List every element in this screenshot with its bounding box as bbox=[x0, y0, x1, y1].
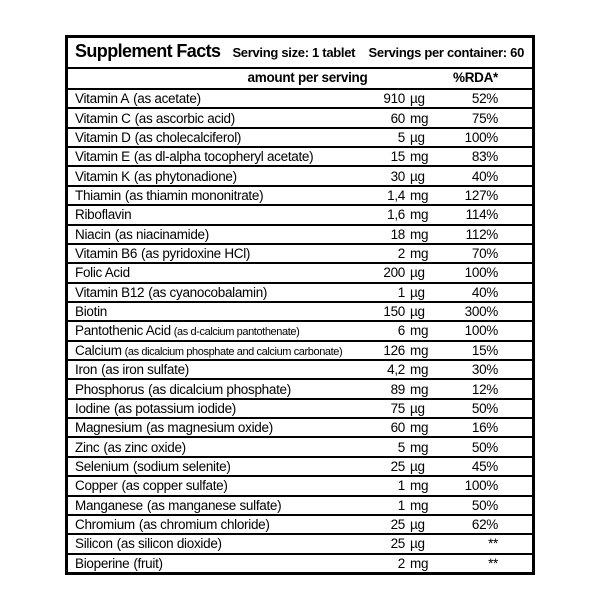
table-row bbox=[68, 400, 532, 419]
rda-value: 100% bbox=[464, 265, 498, 281]
rda-value: ** bbox=[488, 536, 498, 552]
amount-value: 1 bbox=[397, 478, 405, 494]
nutrient-name: Thiamin bbox=[75, 187, 121, 203]
nutrient-name: Vitamin C bbox=[75, 110, 131, 126]
rda-value: 300% bbox=[464, 304, 498, 320]
amount-unit: µg bbox=[410, 304, 425, 320]
nutrient-note: (as thiamin mononitrate) bbox=[124, 187, 264, 203]
nutrient-name: Phosphorus bbox=[75, 381, 145, 397]
nutrient-name: Vitamin D bbox=[75, 129, 131, 145]
nutrient-name: Vitamin B12 bbox=[75, 284, 145, 300]
column-header-row bbox=[68, 69, 532, 90]
table-row bbox=[68, 477, 532, 496]
table-row bbox=[68, 187, 532, 206]
amount-value: 1,6 bbox=[387, 207, 405, 223]
nutrient-name-cell bbox=[75, 91, 357, 106]
rda-value: 40% bbox=[471, 284, 498, 300]
nutrient-name: Pantothenic Acid bbox=[75, 323, 171, 339]
amount-unit: mg bbox=[410, 110, 429, 126]
column-header-rda: %RDA* bbox=[452, 70, 498, 85]
nutrient-note: (as d-calcium pantothenate) bbox=[173, 326, 300, 339]
table-row bbox=[68, 129, 532, 148]
nutrient-name-cell bbox=[75, 382, 357, 397]
nutrient-name-cell bbox=[75, 517, 357, 532]
table-row bbox=[68, 458, 532, 477]
nutrient-name-cell bbox=[75, 343, 357, 358]
amount-value: 60 bbox=[390, 110, 405, 126]
amount-value: 6 bbox=[397, 323, 405, 339]
serving-size-text: Serving size: 1 tablet bbox=[232, 45, 356, 60]
amount-unit: mg bbox=[410, 439, 429, 455]
nutrient-name: Selenium bbox=[75, 459, 129, 474]
amount-unit: mg bbox=[410, 149, 429, 165]
rda-value: 50% bbox=[471, 439, 498, 455]
amount-unit: µg bbox=[410, 284, 425, 300]
nutrient-name-cell bbox=[75, 227, 357, 242]
nutrient-note: (fruit) bbox=[133, 555, 163, 571]
nutrient-name: Vitamin B6 bbox=[75, 246, 138, 262]
nutrient-name-cell bbox=[75, 285, 357, 300]
nutrient-name-cell bbox=[75, 246, 357, 261]
nutrient-name: Vitamin K bbox=[75, 168, 130, 184]
amount-unit: µg bbox=[410, 265, 425, 281]
rda-value: 52% bbox=[471, 91, 498, 107]
amount-unit: mg bbox=[410, 362, 429, 378]
nutrient-name-cell bbox=[75, 478, 357, 493]
rows bbox=[68, 90, 532, 572]
nutrient-name-cell bbox=[75, 498, 357, 513]
amount-value: 200 bbox=[383, 265, 405, 281]
amount-value: 4,2 bbox=[387, 362, 405, 378]
nutrient-name-cell bbox=[75, 188, 357, 203]
nutrient-name-cell bbox=[75, 169, 357, 184]
nutrient-note: (as cyanocobalamin) bbox=[148, 284, 268, 300]
nutrient-name-cell bbox=[75, 323, 357, 338]
nutrient-name: Biotin bbox=[75, 304, 107, 320]
table-row bbox=[68, 555, 532, 572]
amount-unit: µg bbox=[410, 459, 425, 474]
amount-value: 150 bbox=[383, 304, 405, 320]
rda-value: 100% bbox=[464, 129, 498, 145]
label-header bbox=[68, 38, 532, 69]
nutrient-name: Niacin bbox=[75, 226, 111, 242]
amount-unit: mg bbox=[410, 187, 429, 203]
rda-value: 45% bbox=[471, 459, 498, 474]
nutrient-note: (as zinc oxide) bbox=[103, 439, 186, 455]
amount-value: 75 bbox=[390, 400, 405, 416]
amount-unit: mg bbox=[410, 323, 429, 339]
amount-unit: µg bbox=[410, 536, 425, 552]
nutrient-note: (as potassium iodide) bbox=[113, 400, 236, 416]
table-row bbox=[68, 167, 532, 186]
nutrient-name: Vitamin A bbox=[75, 91, 130, 107]
rda-value: 30% bbox=[471, 362, 498, 378]
nutrient-note: (as niacinamide) bbox=[114, 226, 209, 242]
nutrient-note: (as magnesium oxide) bbox=[146, 420, 273, 436]
nutrient-name: Iron bbox=[75, 362, 98, 378]
table-row bbox=[68, 148, 532, 167]
nutrient-name-cell bbox=[75, 265, 357, 280]
nutrient-name-cell bbox=[75, 149, 357, 164]
table-row bbox=[68, 419, 532, 438]
nutrient-name-cell bbox=[75, 207, 357, 222]
nutrient-name: Copper bbox=[75, 478, 118, 494]
nutrient-name-cell bbox=[75, 420, 357, 435]
table-row bbox=[68, 361, 532, 380]
amount-value: 5 bbox=[397, 129, 405, 145]
nutrient-name: Bioperine bbox=[75, 555, 130, 571]
table-row bbox=[68, 516, 532, 535]
rda-value: 127% bbox=[464, 187, 498, 203]
nutrient-name-cell bbox=[75, 459, 357, 474]
amount-unit: mg bbox=[410, 381, 429, 397]
rda-value: 100% bbox=[464, 323, 498, 339]
amount-value: 15 bbox=[390, 149, 405, 165]
amount-unit: mg bbox=[410, 555, 429, 571]
amount-unit: µg bbox=[410, 400, 425, 416]
rda-value: 40% bbox=[471, 168, 498, 184]
rda-value: 12% bbox=[471, 381, 498, 397]
amount-value: 1,4 bbox=[387, 187, 405, 203]
table-row bbox=[68, 342, 532, 361]
nutrient-name-cell bbox=[75, 130, 357, 145]
amount-unit: µg bbox=[410, 168, 425, 184]
rda-value: 70% bbox=[471, 246, 498, 262]
rda-value: 100% bbox=[464, 478, 498, 494]
nutrient-name: Chromium bbox=[75, 517, 135, 533]
label-title: Supplement Facts bbox=[75, 41, 221, 61]
table-row bbox=[68, 438, 532, 457]
nutrient-name: Vitamin E bbox=[75, 149, 130, 165]
amount-value: 89 bbox=[390, 381, 405, 397]
rda-value: 15% bbox=[471, 342, 498, 358]
rda-value: 50% bbox=[471, 497, 498, 513]
rda-value: 114% bbox=[465, 207, 498, 223]
nutrient-name: Zinc bbox=[75, 439, 100, 455]
nutrient-note: (as dl-alpha tocopheryl acetate) bbox=[133, 149, 314, 165]
amount-value: 60 bbox=[390, 420, 405, 436]
rda-value: 112% bbox=[465, 226, 498, 242]
rda-value: ** bbox=[488, 555, 498, 571]
servings-per-container-text: Servings per container: 60 bbox=[368, 45, 524, 60]
nutrient-name: Calcium bbox=[75, 342, 122, 358]
amount-unit: mg bbox=[410, 497, 429, 513]
amount-value: 910 bbox=[383, 91, 405, 107]
nutrient-name: Silicon bbox=[75, 536, 113, 552]
table-row bbox=[68, 303, 532, 322]
table-row bbox=[68, 322, 532, 341]
amount-value: 2 bbox=[397, 246, 405, 262]
nutrient-note: (as manganese sulfate) bbox=[146, 497, 282, 513]
nutrient-note: (as iron sulfate) bbox=[101, 362, 189, 378]
nutrient-name-cell bbox=[75, 362, 357, 377]
table-row bbox=[68, 380, 532, 399]
table-row bbox=[68, 497, 532, 516]
nutrient-note: (sodium selenite) bbox=[132, 459, 231, 474]
nutrient-name-cell bbox=[75, 111, 357, 126]
amount-value: 126 bbox=[383, 342, 405, 358]
nutrient-note: (as ascorbic acid) bbox=[134, 110, 235, 126]
table-row bbox=[68, 245, 532, 264]
amount-unit: mg bbox=[410, 342, 429, 358]
nutrient-name: Magnesium bbox=[75, 420, 143, 436]
nutrient-name: Manganese bbox=[75, 497, 143, 513]
nutrient-name-cell bbox=[75, 440, 357, 455]
nutrient-name-cell bbox=[75, 401, 357, 416]
amount-unit: mg bbox=[410, 478, 429, 494]
table-row bbox=[68, 535, 532, 554]
nutrient-note: (as acetate) bbox=[133, 91, 201, 107]
nutrient-note: (as copper sulfate) bbox=[121, 478, 228, 494]
column-header-amount: amount per serving bbox=[247, 70, 368, 85]
nutrient-name-cell bbox=[75, 556, 357, 571]
rda-value: 75% bbox=[471, 110, 498, 126]
table-row bbox=[68, 206, 532, 225]
nutrient-note: (as cholecalciferol) bbox=[134, 129, 242, 145]
rda-value: 62% bbox=[471, 517, 498, 533]
table-row bbox=[68, 109, 532, 128]
amount-unit: mg bbox=[410, 420, 429, 436]
table-row bbox=[68, 264, 532, 283]
amount-value: 25 bbox=[390, 459, 405, 474]
table-row bbox=[68, 90, 532, 109]
amount-unit: mg bbox=[410, 246, 429, 262]
amount-value: 30 bbox=[390, 168, 405, 184]
nutrient-note: (as silicon dioxide) bbox=[116, 536, 222, 552]
amount-value: 2 bbox=[397, 555, 405, 571]
nutrient-name: Riboflavin bbox=[75, 207, 132, 223]
nutrient-name: Folic Acid bbox=[75, 265, 130, 281]
facts-table bbox=[65, 35, 535, 575]
amount-unit: mg bbox=[410, 226, 429, 242]
table-row bbox=[68, 226, 532, 245]
nutrient-note: (as chromium chloride) bbox=[138, 517, 270, 533]
nutrient-name: Iodine bbox=[75, 400, 110, 416]
nutrient-name-cell bbox=[75, 536, 357, 551]
table-row bbox=[68, 284, 532, 303]
amount-value: 25 bbox=[390, 536, 405, 552]
nutrient-note: (as phytonadione) bbox=[133, 168, 237, 184]
nutrient-note: (as dicalcium phosphate) bbox=[148, 381, 291, 397]
amount-unit: µg bbox=[410, 91, 425, 107]
amount-value: 5 bbox=[397, 439, 405, 455]
nutrient-name-cell bbox=[75, 304, 357, 319]
nutrient-note: (as dicalcium phosphate and calcium carbonate) bbox=[124, 345, 343, 358]
amount-unit: µg bbox=[410, 129, 425, 145]
amount-unit: mg bbox=[410, 207, 429, 223]
amount-value: 1 bbox=[397, 497, 405, 513]
rda-value: 83% bbox=[471, 149, 498, 165]
rda-value: 16% bbox=[471, 420, 498, 436]
rda-value: 50% bbox=[471, 400, 498, 416]
amount-unit: µg bbox=[410, 517, 425, 533]
amount-value: 25 bbox=[390, 517, 405, 533]
amount-value: 18 bbox=[390, 226, 405, 242]
amount-value: 1 bbox=[397, 284, 405, 300]
nutrient-note: (as pyridoxine HCl) bbox=[141, 246, 251, 262]
